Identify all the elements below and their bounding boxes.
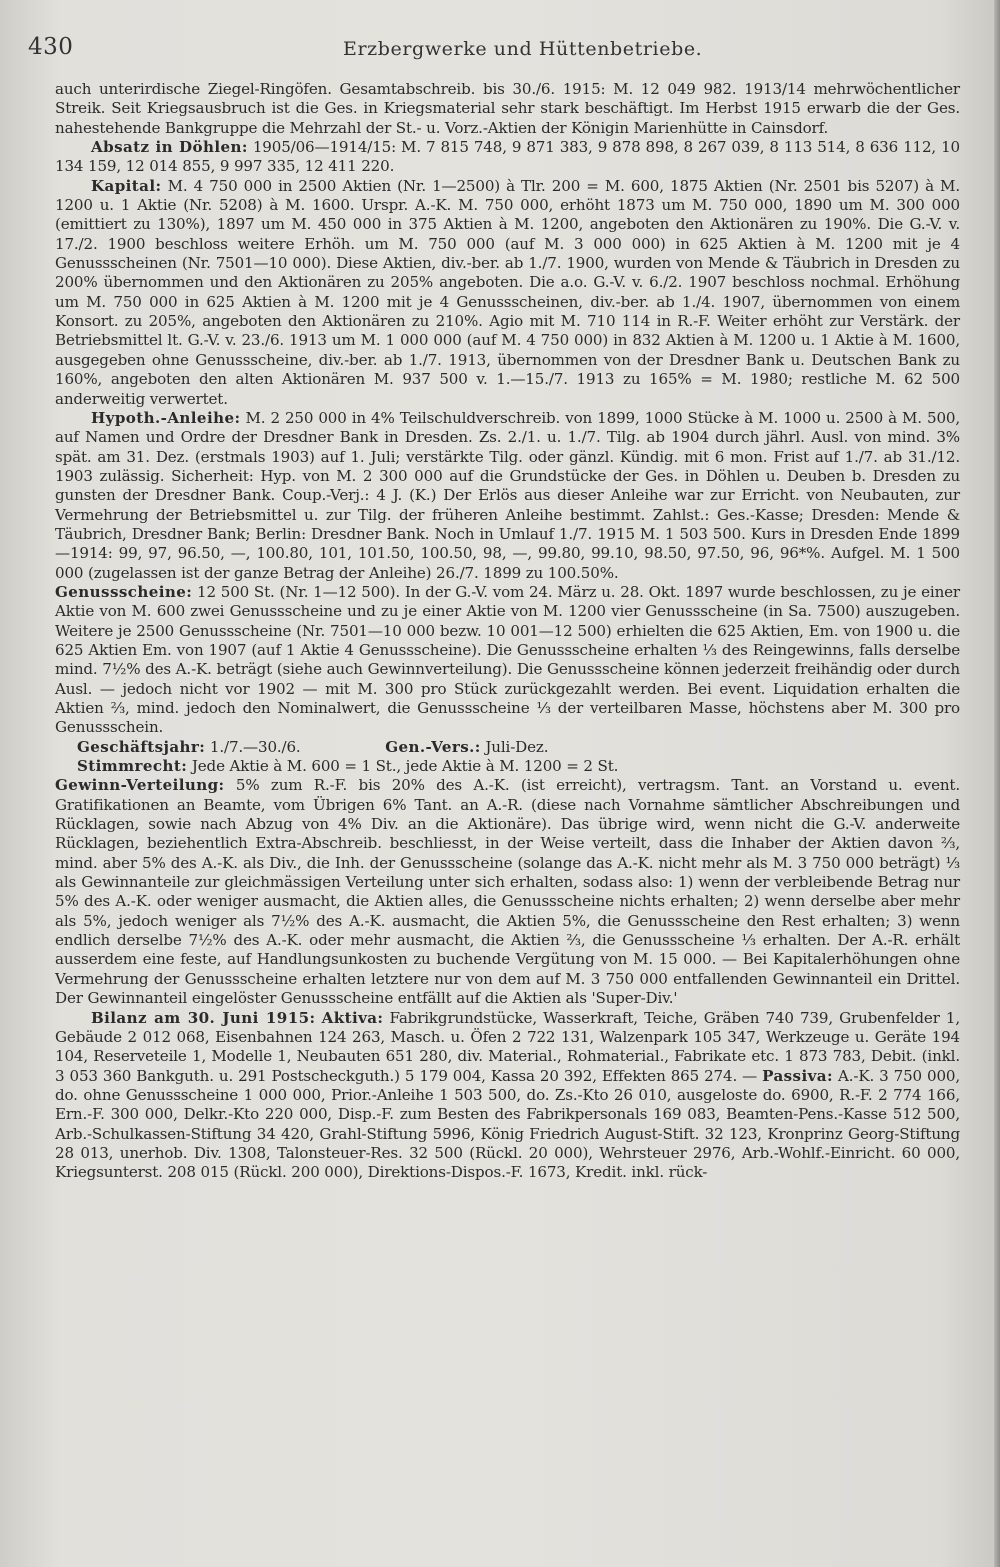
aktiva-text: Fabrikgrundstücke, Wasserkraft, Teiche, Gräben 740 739, Grubenfelder 1, Gebäude 2 012 068, Eisenbahnen 124 263, Masch. u. Öfen 2 722 131, Walzenpark 105 347, Werkzeuge u. Geräte 194 104, Reserveteile 1, Modelle 1, Neubauten 651 280, div. Material., Rohmaterial., Fabrikate etc. 1 873 783, Debit. (inkl. 3 053 360 Bankguth. u. 291 Postscheckguth.) 5 179 004, Kassa 20 392, Effekten 865 274. — xyxy=(55,1008,960,1085)
hypoth-text: M. 2 250 000 in 4% Teilschuldverschreib. von 1899, 1000 Stücke à M. 1000 u. 2500 à M. 500, auf Namen und Ordre der Dresdner Bank in Dresden. Zs. 2./1. u. 1./7. Tilg. ab 1904 durch jährl. Ausl. von mind. 3% spät. am 31. Dez. (erstmals 1903) auf 1. Juli; verstärkte Tilg. oder gänzl. Kündig. mit 6 mon. Frist auf 1./7. ab 31./12. 1903 zulässig. Sicherheit: Hyp. von M. 2 300 000 auf die Grundstücke der Ges. in Döhlen u. Deuben b. Dresden zu gunsten der Dresdner Bank. Coup.-Verj.: 4 J. (K.) Der Erlös aus dieser Anleihe war zur Erricht. von Neubauten, zur Vermehrung der Betriebsmittel u. zur Tilg. der früheren Anleihe bestimmt. Zahlst.: Ges.-Kasse; Dresden: Mende & Täubrich, Dresdner Bank; Berlin: Dresdner Bank. Noch in Umlauf 1./7. 1915 M. 1 503 500. Kurs in Dresden Ende 1899—1914: 99, 97, 96.50, —, 100.80, 101, 101.50, 100.50, 98, —, 99.80, 99.10, 98.50, 97.50, 96, 96*%. Aufgel. M. 1 500 000 (zugelassen ist der ganze Betrag der Anleihe) 26./7. 1899 zu 100.50%. xyxy=(55,408,960,582)
scan-edge-shadow xyxy=(994,0,1000,1567)
absatz-text: 1905/06—1914/15: M. 7 815 748, 9 871 383, 9 878 898, 8 267 039, 8 113 514, 8 636 112, 10 134 159, 12 014 855, 9 997 335, 12 411 220. xyxy=(55,138,960,176)
geschaeftsjahr-heading: Geschäftsjahr: xyxy=(77,737,206,756)
stimmrecht-line xyxy=(55,757,960,776)
genuss-heading: Genussscheine: xyxy=(55,582,193,601)
hypoth-paragraph xyxy=(55,409,960,583)
gewinn-paragraph xyxy=(55,776,960,1008)
running-title: Erzbergwerke und Hüttenbetriebe. xyxy=(343,38,703,60)
passiva-text: A.-K. 3 750 000, do. ohne Genussscheine 1 000 000, Prior.-Anleihe 1 503 500, do. Zs.-Kto 26 010, ausgeloste do. 6900, R.-F. 2 774 166, Ern.-F. 300 000, Delkr.-Kto 220 000, Disp.-F. zum Besten des Fabrikpersonals 169 083, Beamten-Pens.-Kasse 512 500, Arb.-Schulkassen-Stiftung 34 420, Grahl-Stiftung 5996, König Friedrich August-Stift. 32 123, Kronprinz Georg-Stiftung 28 013, unerhob. Div. 1308, Talonsteuer-Res. 32 500 (Rückl. 20 000), Wehrsteuer 2976, Arb.-Wohlf.-Einricht. 60 000, Kriegsunterst. 208 015 (Rückl. 200 000), Direktions-Dispos.-F. 1673, Kredit. inkl. rück- xyxy=(55,1066,961,1182)
gewinn-heading: Gewinn-Verteilung: xyxy=(55,776,225,795)
gen-vers-block xyxy=(385,738,548,757)
intro-text: auch unterirdische Ziegel-Ringöfen. Gesamtabschreib. bis 30./6. 1915: M. 12 049 982. 1913/14 mehrwöchentlicher Streik. Seit Kriegsausbruch ist die Ges. in Kriegsmaterial sehr stark beschäftigt. Im Herbst 1915 erwarb die der Ges. nahestehende Bankgruppe die Mehrzahl der St.- u. Vorz.-Aktien der Königin Marienhütte in Cainsdorf. xyxy=(55,80,960,137)
kapital-paragraph xyxy=(55,177,960,409)
geschaeftsjahr-value: 1./7.—30./6. xyxy=(209,737,301,756)
bilanz-heading: Bilanz am 30. Juni 1915: xyxy=(91,1008,316,1027)
aktiva-label: Aktiva: xyxy=(321,1008,384,1027)
page-number: 430 xyxy=(28,34,74,60)
absatz-heading: Absatz in Döhlen: xyxy=(91,138,248,157)
bilanz-paragraph xyxy=(55,1009,960,1183)
stimmrecht-heading: Stimmrecht: xyxy=(77,757,188,776)
gen-vers-value: Juli-Dez. xyxy=(485,737,549,756)
kapital-heading: Kapital: xyxy=(91,176,162,195)
geschaeftsjahr-line xyxy=(55,738,960,757)
absatz-paragraph xyxy=(55,138,960,177)
gewinn-text: 5% zum R.-F. bis 20% des A.-K. (ist erreicht), vertragsm. Tant. an Vorstand u. event. Gratifikationen an Beamte, vom Übrigen 6% Tant. an A.-R. (diese nach Vornahme sämtlicher Abschreibungen und Rücklagen, sowie nach Abzug von 4% Div. an die Aktionäre). Das übrige wird, wenn nicht die G.-V. anderweite Rücklagen, beziehentlich Extra-Abschreib. beschliesst, in der Weise verteilt, dass die Inhaber der Aktien davon ⅔, mind. aber 5% des A.-K. als Div., die Inh. der Genussscheine (solange das A.-K. nicht mehr als M. 3 750 000 beträgt) ⅓ als Gewinnanteile zur gleichmässigen Verteilung unter sich erhalten, sodass also: 1) wenn der verbleibende Betrag nur 5% des A.-K. oder weniger ausmacht, die Aktien alles, die Genussscheine nichts erhalten; 2) wenn derselbe aber mehr als 5%, jedoch weniger als 7½% des A.-K. ausmacht, die Aktien 5%, die Genussscheine den Rest erhalten; 3) wenn endlich derselbe 7½% des A.-K. oder mehr ausmacht, die Aktien ⅔, die Genussscheine ⅓ erhalten. Der A.-R. erhält ausserdem eine feste, auf Handlungsunkosten zu buchende Vergütung von M. 15 000. — Bei Kapitalerhöhungen ohne Vermehrung der Genussscheine erhalten letztere nur von dem auf M. 3 750 000 entfallenden Gewinnanteil ein Drittel. Der Gewinnanteil eingelöster Genussscheine entfällt auf die Aktien als 'Super-Div.' xyxy=(55,776,961,1008)
intro-paragraph xyxy=(55,80,960,138)
page-header xyxy=(28,28,948,68)
kapital-text: M. 4 750 000 in 2500 Aktien (Nr. 1—2500) à Tlr. 200 = M. 600, 1875 Aktien (Nr. 2501 bis 5207) à M. 1200 u. 1 Aktie (Nr. 5208) à M. 1600. Urspr. A.-K. M. 750 000, erhöht 1873 um M. 750 000, 1890 um M. 300 000 (emittiert zu 130%), 1897 um M. 450 000 in 375 Aktien à M. 1200, angeboten den Aktionären zu 190%. Die G.-V. v. 17./2. 1900 beschloss weitere Erhöh. um M. 750 000 (auf M. 3 000 000) in 625 Aktien à M. 1200 mit je 4 Genussscheinen (Nr. 7501—10 000). Diese Aktien, div.-ber. ab 1./7. 1900, wurden von Mende & Täubrich in Dresden zu 200% übernommen und den Aktionären zu 205% angeboten. Die a.o. G.-V. v. 6./2. 1907 beschloss nochmal. Erhöhung um M. 750 000 in 625 Aktien à M. 1200 mit je 4 Genussscheinen, div.-ber. ab 1./4. 1907, übernommen von einem Konsort. zu 205%, angeboten den Aktionären zu 210%. Agio mit M. 710 114 in R.-F. Weiter erhöht zur Verstärk. der Betriebsmittel lt. G.-V. v. 23./6. 1913 um M. 1 000 000 (auf M. 4 750 000) in 832 Aktien à M. 1200 u. 1 Aktie à M. 1600, ausgegeben ohne Genussscheine, div.-ber. ab 1./7. 1913, übernommen von der Dresdner Bank u. Deutschen Bank zu 160%, angeboten den alten Aktionären M. 937 500 v. 1.—15./7. 1913 zu 165% = M. 1980; restliche M. 62 500 anderweitig verwertet. xyxy=(55,176,960,408)
passiva-label: Passiva: xyxy=(762,1066,833,1085)
stimmrecht-value: Jede Aktie à M. 600 = 1 St., jede Aktie à M. 1200 = 2 St. xyxy=(191,757,619,776)
genuss-text: 12 500 St. (Nr. 1—12 500). In der G.-V. vom 24. März u. 28. Okt. 1897 wurde beschlossen, zu je einer Aktie von M. 600 zwei Genussscheine und zu je einer Aktie von M. 1200 vier Genussscheine (in Sa. 7500) auszugeben. Weitere je 2500 Genussscheine (Nr. 7501—10 000 bezw. 10 001—12 500) erhielten die 625 Aktien, Em. von 1900 u. die 625 Aktien Em. von 1907 (auf 1 Aktie 4 Genussscheine). Die Genussscheine erhalten ⅓ des Reingewinns, falls derselbe mind. 7½% des A.-K. beträgt (siehe auch Gewinnverteilung). Die Genussscheine können jederzeit freihändig oder durch Ausl. — jedoch nicht vor 1902 — mit M. 300 pro Stück zurückgezahlt werden. Bei event. Liquidation erhalten die Aktien ⅔, mind. jedoch den Nominalwert, die Genussscheine ⅓ der verteilbaren Masse, höchstens aber M. 300 pro Genussschein. xyxy=(55,582,960,737)
genuss-paragraph xyxy=(55,583,960,738)
gen-vers-heading: Gen.-Vers.: xyxy=(385,737,481,756)
hypoth-heading: Hypoth.-Anleihe: xyxy=(91,408,241,427)
body-text xyxy=(55,80,960,1183)
